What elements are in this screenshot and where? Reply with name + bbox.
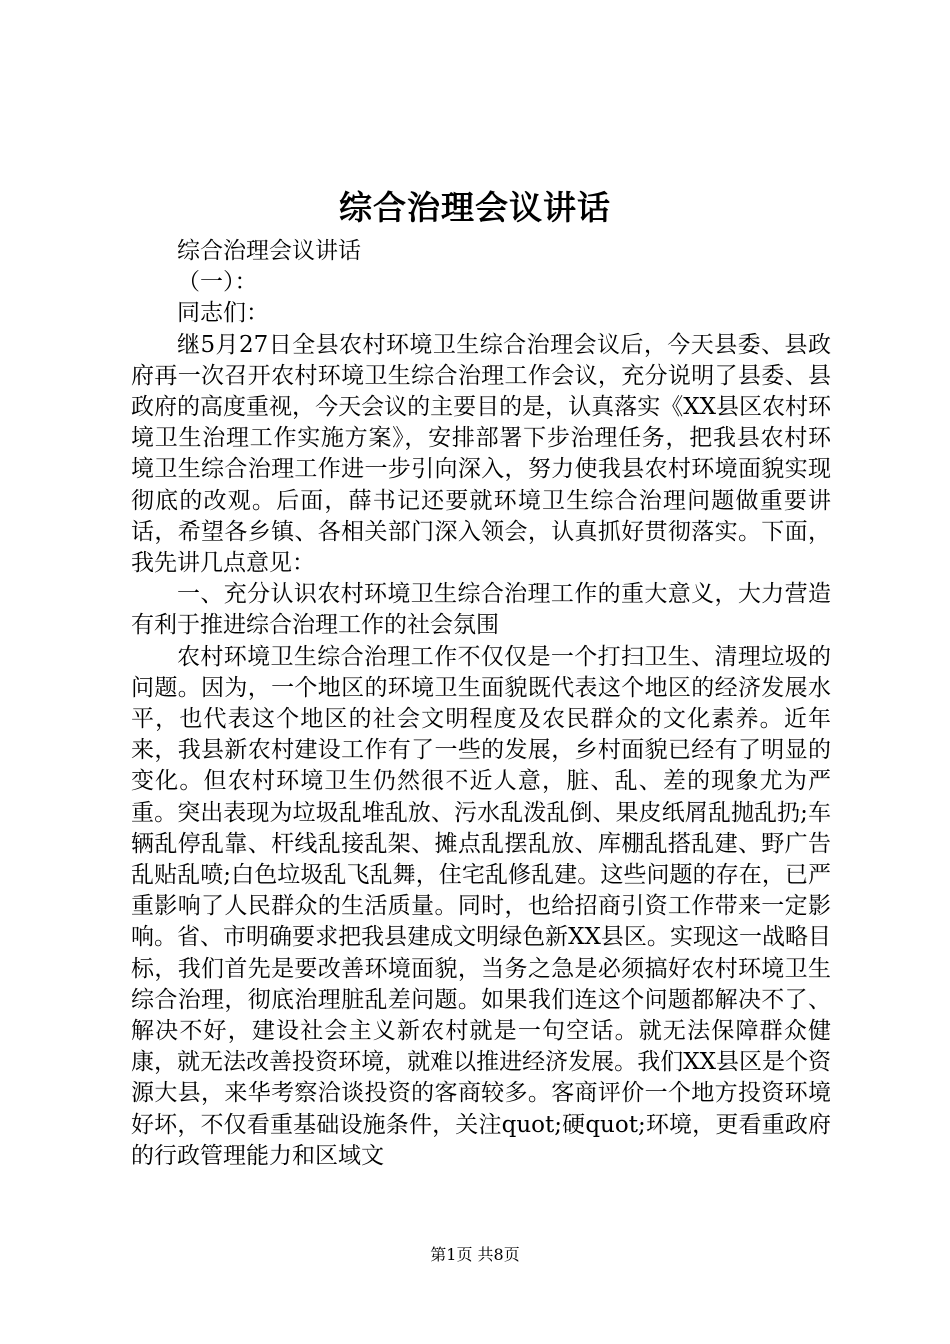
document-body	[131, 236, 831, 1172]
paragraph-body: 农村环境卫生综合治理工作不仅仅是一个打扫卫生、清理垃圾的问题。因为，一个地区的环境卫生面貌既代表这个地区的经济发展水平，也代表这个地区的社会文明程度及农民群众的文化素养。近年来，我县新农村建设工作有了一些的发展，乡村面貌已经有了明显的变化。但农村环境卫生仍然很不近人意，脏、乱、差的现象尤为严重。突出表现为垃圾乱堆乱放、污水乱泼乱倒、果皮纸屑乱抛乱扔;车辆乱停乱靠、杆线乱接乱架、摊点乱摆乱放、库棚乱搭乱建、野广告乱贴乱喷;白色垃圾乱飞乱舞，住宅乱修乱建。这些问题的存在，已严重影响了人民群众的生活质量。同时，也给招商引资工作带来一定影响。省、市明确要求把我县建成文明绿色新XX县区。实现这一战略目标，我们首先是要改善环境面貌，当务之急是必须搞好农村环境卫生综合治理，彻底治理脏乱差问题。如果我们连这个问题都解决不了、解决不好，建设社会主义新农村就是一句空话。就无法保障群众健康，就无法改善投资环境，就难以推进经济发展。我们XX县区是个资源大县，来华考察洽谈投资的客商较多。客商评价一个地方投资环境好坏，不仅看重基础设施条件，关注quot;硬quot;环境，更看重政府的行政管理能力和区域文	[131, 643, 831, 1169]
paragraph-section-marker: （一）：	[177, 269, 258, 296]
page-footer: 第1页 共8页	[430, 1245, 520, 1264]
paragraph-salutation: 同志们：	[177, 300, 269, 327]
paragraph-subtitle: 综合治理会议讲话	[177, 238, 361, 264]
document-title: 综合治理会议讲话	[339, 188, 611, 227]
paragraph-intro: 继5月27日全县农村环境卫生综合治理会议后，今天县委、县政府再一次召开农村环境卫生综合治理工作会议，充分说明了县委、县政府的高度重视，今天会议的主要目的是，认真落实《XX县区农村环境卫生治理工作实施方案》，安排部署下步治理任务，把我县农村环境卫生综合治理工作进一步引向深入，努力使我县农村环境面貌实现彻底的改观。后面，薛书记还要就环境卫生综合治理问题做重要讲话，希望各乡镇、各相关部门深入领会，认真抓好贯彻落实。下面，我先讲几点意见：	[131, 331, 831, 577]
paragraph-heading-one: 一、充分认识农村环境卫生综合治理工作的重大意义，大力营造有利于推进综合治理工作的社会氛围	[131, 581, 831, 639]
